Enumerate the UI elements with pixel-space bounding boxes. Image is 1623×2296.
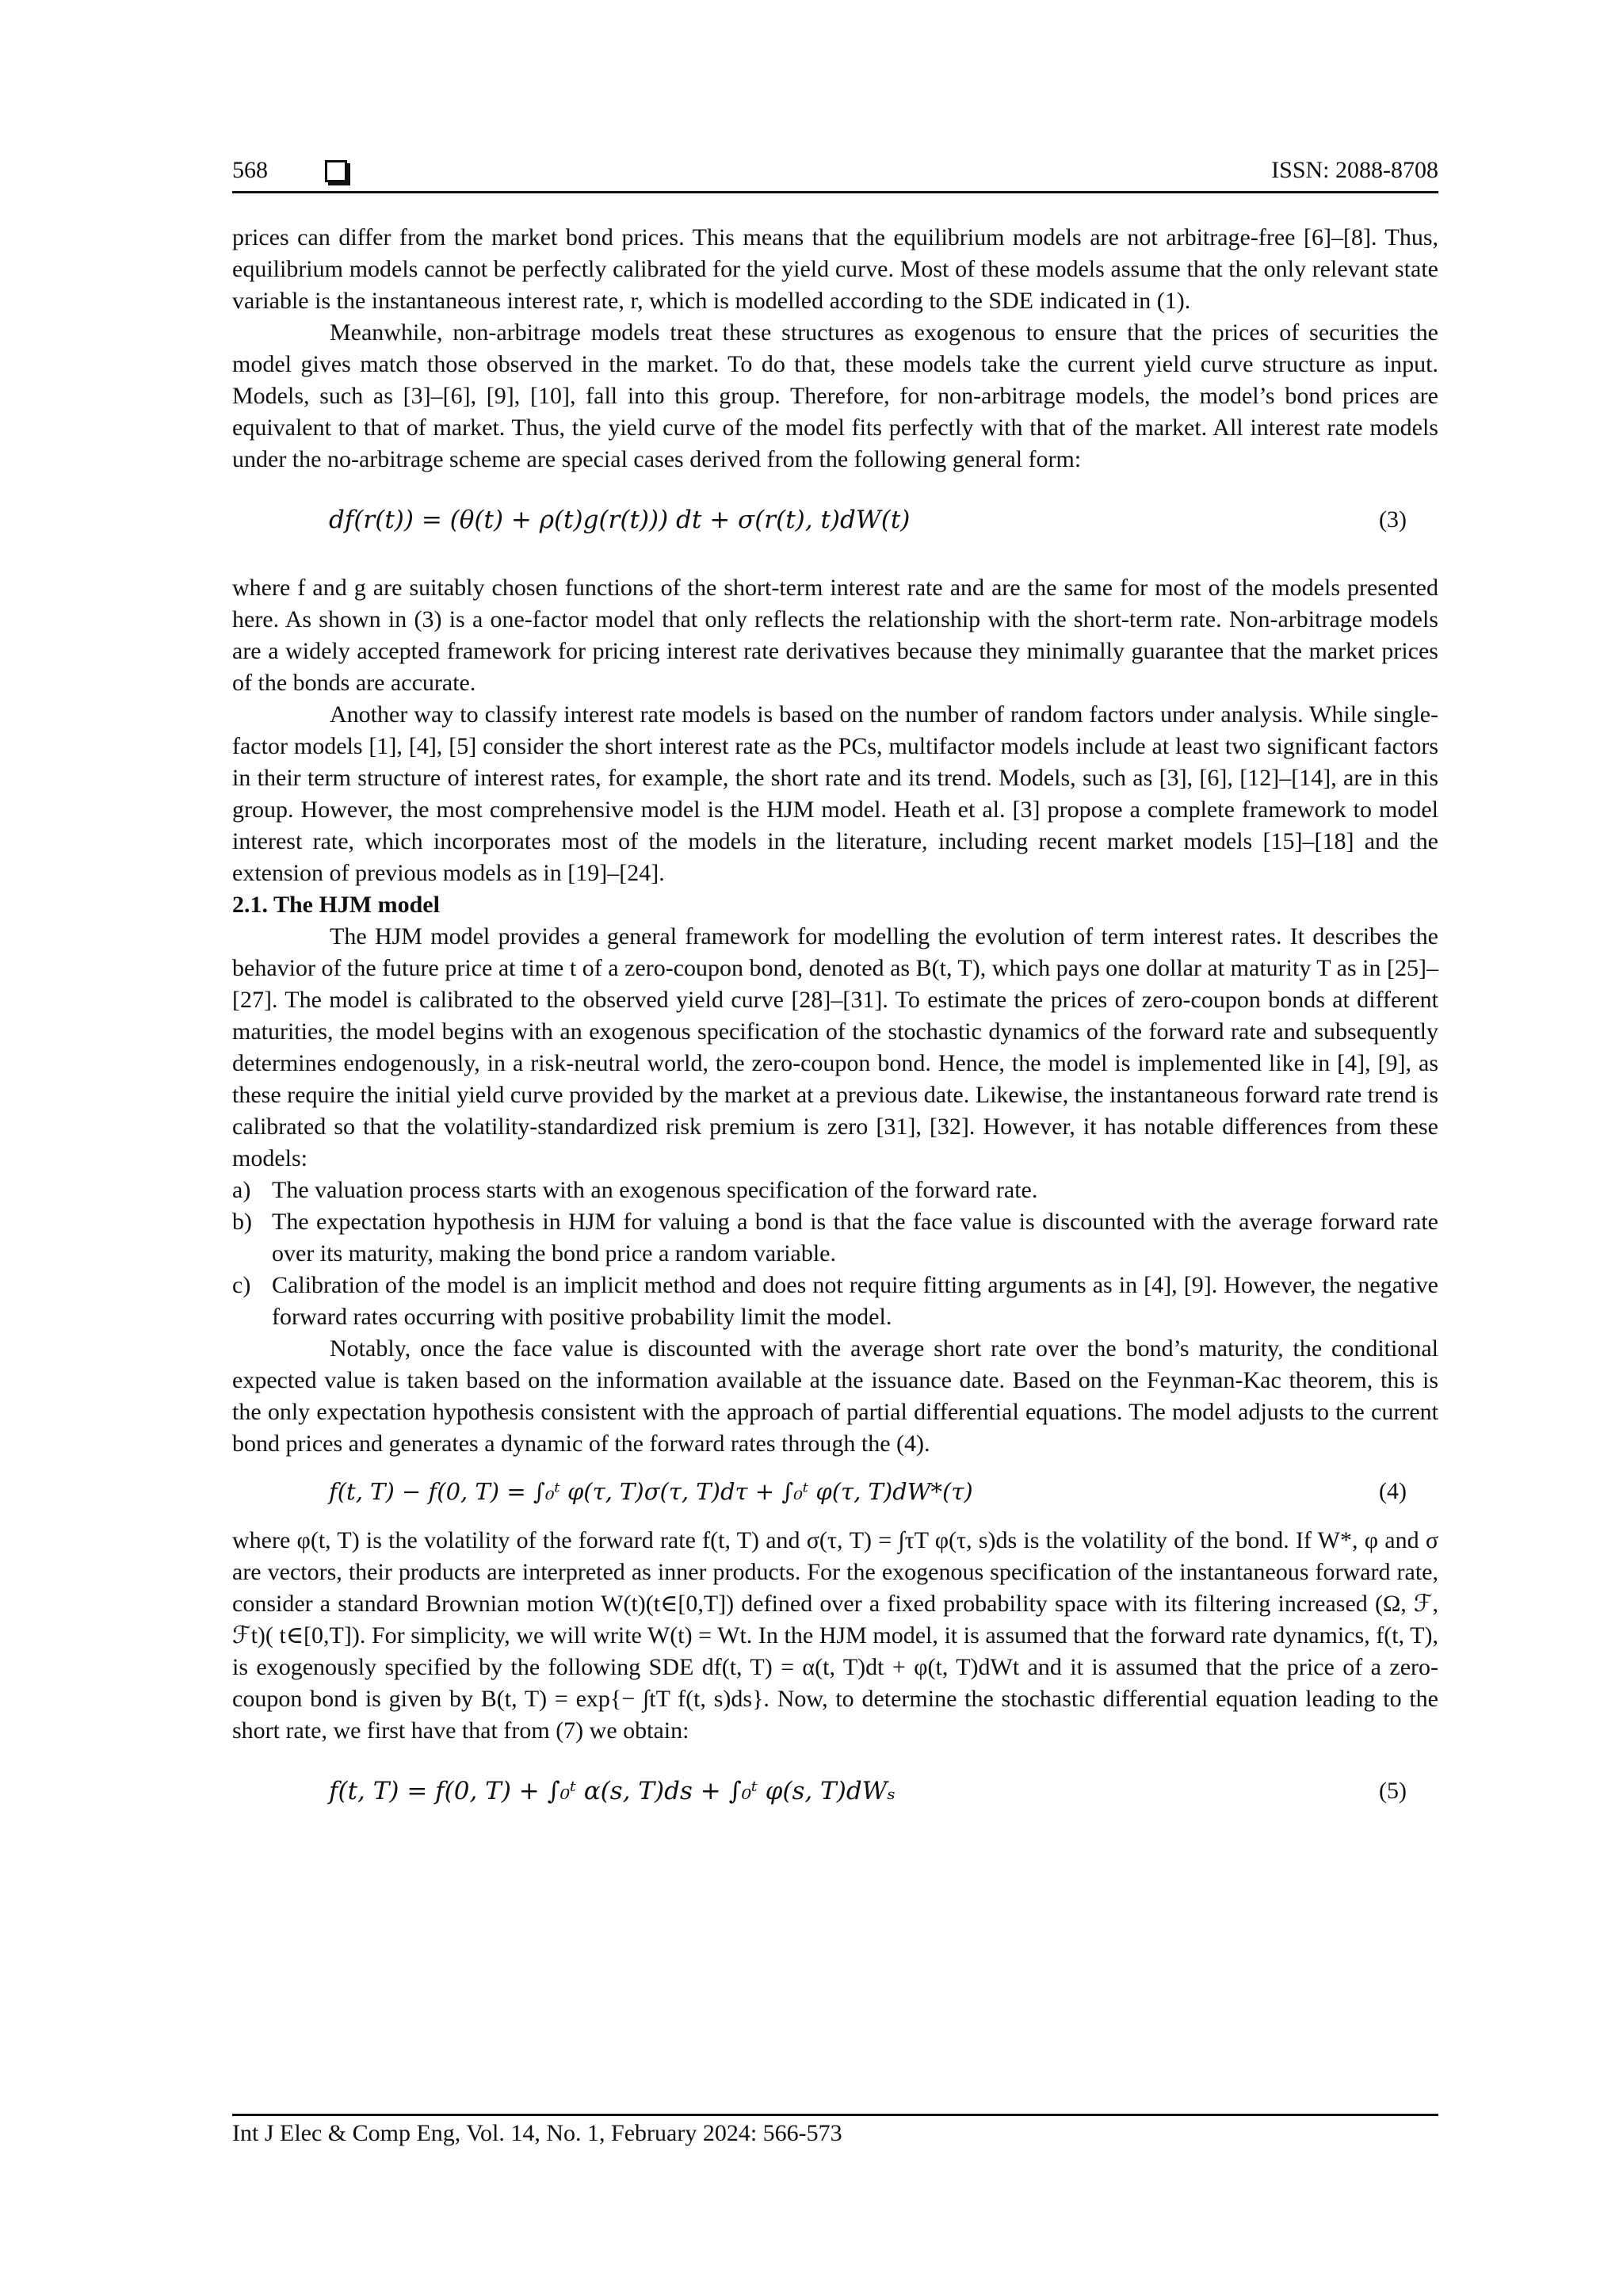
- paragraph-1: prices can differ from the market bond prices. This means that the equilibrium models are not arbitrage-free [6]–[8]. Thus, equilibrium models cannot be perfectly calibrated for the yield curve. Most of these models assume that the only relevant state variable is the instantaneous interest rate, r, which is modelled according to the SDE indicated in (1).: [232, 224, 1438, 314]
- paragraph-4: Another way to classify interest rate models is based on the number of random factors under analysis. While single-factor models [1], [4], [5] consider the short interest rate as the PCs, multifactor models include at least two significant factors in their term structure of interest rates, for example, the short rate and its trend. Models, such as [3], [6], [12]–[14], are in this group. However, the most comprehensive model is the HJM model. Heath et al. [3] propose a complete framework to model interest rate, which incorporates most of the models in the literature, including recent market models [15]–[18] and the extension of previous models as in [19]–[24].: [232, 701, 1438, 886]
- list-item-text: The expectation hypothesis in HJM for valuing a bond is that the face value is discounted with the average forward rate over its maturity, making the bond price a random variable.: [272, 1209, 1438, 1266]
- paragraph-7: where φ(t, T) is the volatility of the forward rate f(t, T) and σ(τ, T) = ∫τT φ(τ, s)ds is the volatility of the bond. If W*, φ and σ are vectors, their products are interpreted as inner products. For the exogenous specification of the instantaneous forward rate, consider a standard Brownian motion W(t)(t∈[0,T]) defined over a fixed probability space with its filtering increased (Ω, ℱ, ℱt)( t∈[0,T]). For simplicity, we will write W(t) = Wt. In the HJM model, it is assumed that the forward rate dynamics, f(t, T), is exogenously specified by the following SDE df(t, T) = α(t, T)dt + φ(t, T)dWt and it is assumed that the price of a zero-coupon bond is given by B(t, T) = exp{− ∫tT f(t, s)ds}. Now, to determine the stochastic differential equation leading to the short rate, we first have that from (7) we obtain:: [232, 1527, 1438, 1744]
- list-item: [232, 1206, 1438, 1270]
- paragraph-6: Notably, once the face value is discounted with the average short rate over the bond’s maturity, the conditional expected value is taken based on the information available at the issuance date. Based on the Feynman-Kac theorem, this is the only expectation hypothesis consistent with the approach of partial differential equations. The model adjusts to the current bond prices and generates a dynamic of the forward rates through the (4).: [232, 1335, 1438, 1457]
- footer-rule: [232, 2114, 1438, 2116]
- page-header: [232, 157, 1438, 189]
- list-item: [232, 1175, 1438, 1206]
- list-item: [232, 1270, 1438, 1333]
- paragraph-2: Meanwhile, non-arbitrage models treat these structures as exogenous to ensure that the prices of securities the model gives match those observed in the market. To do that, these models take the current yield curve structure as input. Models, such as [3]–[6], [9], [10], fall into this group. Therefore, for non-arbitrage models, the model’s bond prices are equivalent to that of market. Thus, the yield curve of the model fits perfectly with that of the market. All interest rate models under the no-arbitrage scheme are special cases derived from the following general form:: [232, 319, 1438, 472]
- list-marker: c): [232, 1272, 251, 1298]
- paragraph-5: The HJM model provides a general framework for modelling the evolution of term interest rates. It describes the behavior of the future price at time t of a zero-coupon bond, denoted as B(t, T), which pays one dollar at maturity T as in [25]–[27]. The model is calibrated to the observed yield curve [28]–[31]. To estimate the prices of zero-coupon bonds at different maturities, the model begins with an exogenous specification of the stochastic dynamics of the forward rate and subsequently determines endogenously, in a risk-neutral world, the zero-coupon bond. Hence, the model is implemented like in [4], [9], as these require the initial yield curve provided by the market at a previous date. Likewise, the instantaneous forward rate trend is calibrated so that the volatility-standardized risk premium is zero [31], [32]. However, it has notable differences from these models:: [232, 923, 1438, 1171]
- equation-3-body: df(r(t)) = (θ(t) + ρ(t)g(r(t))) dt + σ(r(t), t)dW(t): [329, 506, 911, 534]
- page-number: 568: [232, 157, 268, 183]
- equation-4-number: (4): [1379, 1478, 1407, 1504]
- checkbox-icon: [325, 160, 347, 182]
- article-body: [232, 222, 1438, 1843]
- differences-list: [232, 1175, 1438, 1333]
- list-item-text: Calibration of the model is an implicit method and does not require fitting arguments as in [4], [9]. However, the negative forward rates occurring with positive probability limit the model.: [272, 1272, 1438, 1330]
- list-marker: b): [232, 1209, 252, 1235]
- header-rule: [232, 191, 1438, 193]
- equation-5: [232, 1769, 1438, 1817]
- paragraph-3: where f and g are suitably chosen functions of the short-term interest rate and are the same for most of the models presented here. As shown in (3) is a one-factor model that only reflects the relationship with the short-term rate. Non-arbitrage models are a widely accepted framework for pricing interest rate derivatives because they minimally guarantee that the market prices of the bonds are accurate.: [232, 575, 1438, 696]
- equation-5-number: (5): [1379, 1778, 1407, 1804]
- equation-4: [232, 1476, 1438, 1507]
- list-item-text: The valuation process starts with an exogenous specification of the forward rate.: [272, 1177, 1038, 1203]
- issn: ISSN: 2088-8708: [1271, 157, 1438, 183]
- section-heading: 2.1. The HJM model: [232, 892, 440, 918]
- page-footer: Int J Elec & Comp Eng, Vol. 14, No. 1, February 2024: 566-573: [232, 2120, 842, 2146]
- equation-3-number: (3): [1379, 506, 1407, 533]
- equation-5-body: f(t, T) = f(0, T) + ∫₀ᵗ α(s, T)ds + ∫₀ᵗ φ(s, T)dWₛ: [329, 1777, 896, 1805]
- list-marker: a): [232, 1177, 251, 1203]
- equation-4-body: f(t, T) − f(0, T) = ∫₀ᵗ φ(τ, T)σ(τ, T)dτ + ∫₀ᵗ φ(τ, T)dW*(τ): [329, 1478, 973, 1505]
- equation-3: [232, 498, 1438, 545]
